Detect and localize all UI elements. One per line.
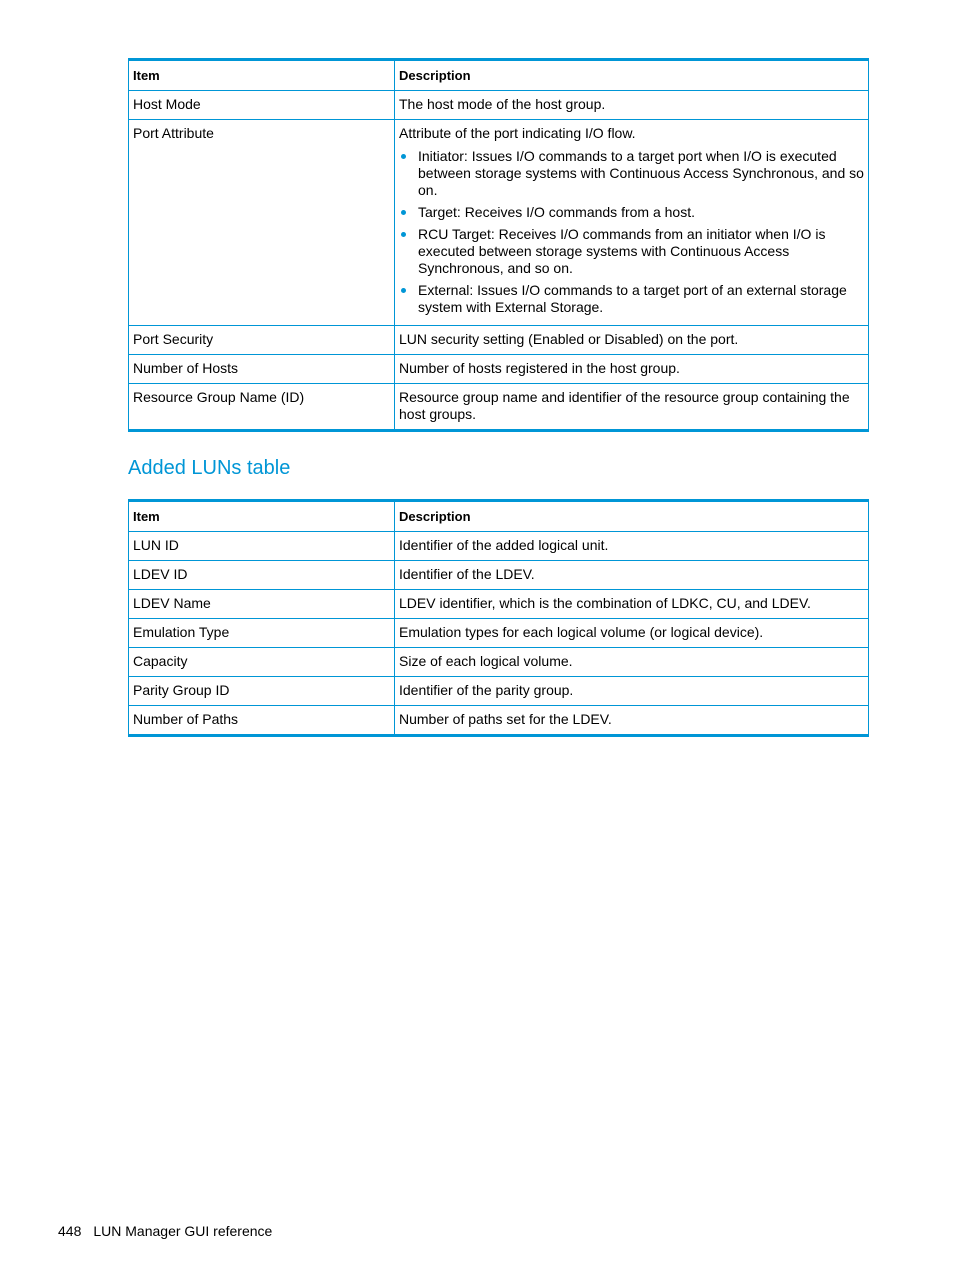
- description-cell: Identifier of the LDEV.: [395, 561, 869, 590]
- table-row: [129, 326, 869, 355]
- description-cell: Number of paths set for the LDEV.: [395, 706, 869, 736]
- item-cell: Resource Group Name (ID): [129, 384, 395, 431]
- page-footer: [58, 1222, 272, 1240]
- description-column-header: Description: [395, 501, 869, 532]
- bullet-item: [399, 204, 864, 221]
- bullet-icon: [401, 154, 406, 159]
- item-cell: Host Mode: [129, 91, 395, 120]
- description-cell: The host mode of the host group.: [395, 91, 869, 120]
- table-row: [129, 561, 869, 590]
- table-row: [129, 120, 869, 326]
- bullet-text: Target: Receives I/O commands from a host.: [418, 204, 695, 220]
- item-cell: Port Security: [129, 326, 395, 355]
- description-cell: Identifier of the added logical unit.: [395, 532, 869, 561]
- item-cell: Parity Group ID: [129, 677, 395, 706]
- table-row: [129, 677, 869, 706]
- description-cell: [395, 120, 869, 326]
- page-number: 448: [58, 1223, 82, 1239]
- item-cell: Number of Paths: [129, 706, 395, 736]
- bullet-text: RCU Target: Receives I/O commands from an initiator when I/O is executed between storage systems with Continuous Access Synchronous, and so on.: [418, 226, 826, 276]
- bullet-item: [399, 226, 864, 277]
- item-cell: Capacity: [129, 648, 395, 677]
- added-luns-table: [128, 499, 869, 737]
- table-row: [129, 619, 869, 648]
- table-row: [129, 706, 869, 736]
- section-heading: Added LUNs table: [128, 457, 291, 479]
- description-cell: LUN security setting (Enabled or Disabled) on the port.: [395, 326, 869, 355]
- bullet-list: [399, 148, 864, 316]
- item-cell: Emulation Type: [129, 619, 395, 648]
- bullet-text: External: Issues I/O commands to a target port of an external storage system with External Storage.: [418, 282, 847, 315]
- item-cell: Number of Hosts: [129, 355, 395, 384]
- description-cell: Resource group name and identifier of the resource group containing the host groups.: [395, 384, 869, 431]
- item-cell: LUN ID: [129, 532, 395, 561]
- description-cell: Emulation types for each logical volume (or logical device).: [395, 619, 869, 648]
- table-row: [129, 532, 869, 561]
- description-cell: Identifier of the parity group.: [395, 677, 869, 706]
- table-row: [129, 590, 869, 619]
- item-column-header: Item: [129, 60, 395, 91]
- table-row: [129, 91, 869, 120]
- table-row: [129, 384, 869, 431]
- footer-title: LUN Manager GUI reference: [93, 1223, 273, 1239]
- description-cell: LDEV identifier, which is the combination of LDKC, CU, and LDEV.: [395, 590, 869, 619]
- bullet-item: [399, 282, 864, 316]
- host-group-table: [128, 58, 869, 432]
- item-cell: LDEV ID: [129, 561, 395, 590]
- bullet-item: [399, 148, 864, 199]
- table-row: [129, 355, 869, 384]
- bullet-icon: [401, 232, 406, 237]
- description-text: Attribute of the port indicating I/O flow.: [399, 125, 636, 141]
- item-cell: LDEV Name: [129, 590, 395, 619]
- table-header-row: [129, 60, 869, 91]
- item-cell: Port Attribute: [129, 120, 395, 326]
- bullet-icon: [401, 210, 406, 215]
- item-column-header: Item: [129, 501, 395, 532]
- description-column-header: Description: [395, 60, 869, 91]
- description-cell: Size of each logical volume.: [395, 648, 869, 677]
- table-header-row: [129, 501, 869, 532]
- bullet-text: Initiator: Issues I/O commands to a target port when I/O is executed between storage systems with Continuous Access Synchronous, and so on.: [418, 148, 864, 198]
- table-row: [129, 648, 869, 677]
- bullet-icon: [401, 288, 406, 293]
- description-cell: Number of hosts registered in the host group.: [395, 355, 869, 384]
